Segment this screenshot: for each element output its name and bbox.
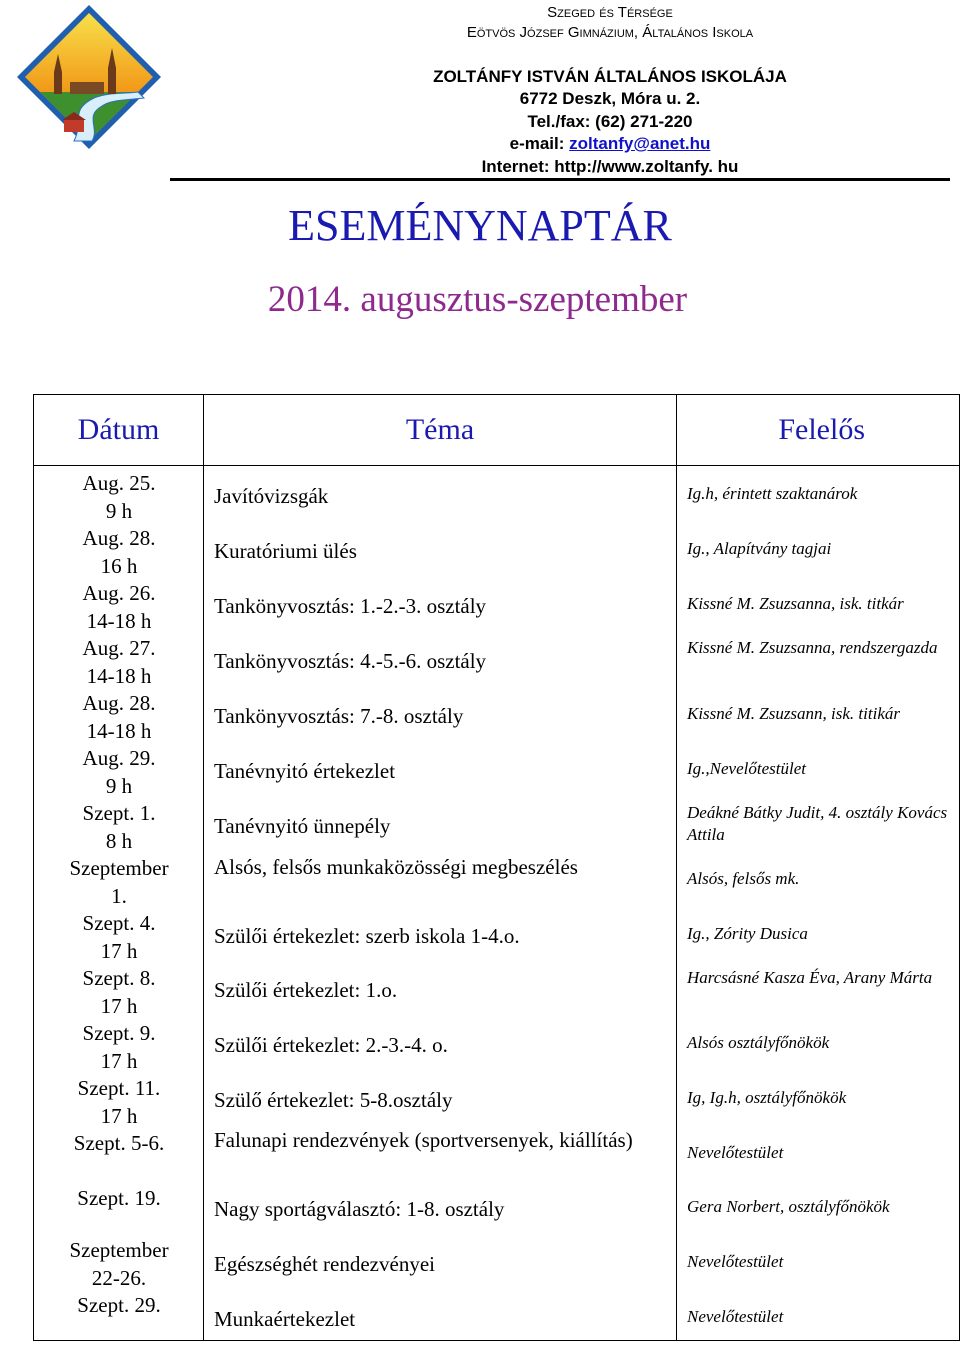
event-date-line: Szept. 19. — [77, 1186, 161, 1210]
event-responsible: Nevelőtestület — [687, 1252, 784, 1271]
event-date — [34, 910, 204, 965]
event-responsible: Alsós, felsős mk. — [687, 869, 800, 888]
event-date-line: Szept. 11. — [77, 1076, 161, 1100]
event-date-line: 9 h — [105, 773, 133, 798]
event-date — [34, 1237, 204, 1292]
event-date-line: 16 h — [100, 553, 138, 578]
school-email — [280, 133, 940, 156]
event-date-line: Szept. 5-6. — [73, 1131, 165, 1155]
event-date — [34, 690, 204, 745]
event-responsible: Kissné M. Zsuzsann, isk. titikár — [687, 704, 900, 723]
event-topic: Szülő értekezlet: 5-8.osztály — [214, 1088, 453, 1112]
responsible-column — [677, 466, 959, 1340]
header-line-2: Eötvös József Gimnázium, Általános Iskola — [466, 24, 754, 41]
event-topic: Szülői értekezlet: 2.-3.-4. o. — [214, 1033, 448, 1057]
event-date-line: 14-18 h — [86, 718, 152, 743]
event-date — [34, 1185, 204, 1213]
event-responsible: Nevelőtestület — [687, 1143, 784, 1162]
event-responsible: Ig.h, érintett szaktanárok — [687, 484, 858, 503]
event-date — [34, 745, 204, 800]
event-date — [34, 800, 204, 855]
event-date — [34, 965, 204, 1020]
event-topic: Tanévnyitó értekezlet — [214, 759, 396, 783]
event-date-line: 22-26. — [91, 1265, 147, 1290]
event-date-line: Szeptember — [69, 1238, 169, 1262]
event-date-line: 14-18 h — [86, 663, 152, 688]
event-topic: Szülői értekezlet: szerb iskola 1-4.o. — [214, 924, 520, 948]
event-topic: Tankönyvosztás: 7.-8. osztály — [214, 704, 464, 728]
event-date-line: Szept. 8. — [82, 966, 156, 990]
event-date — [34, 1130, 204, 1158]
event-responsible: Deákné Bátky Judit, 4. osztály Kovács Attila — [687, 803, 948, 844]
table-header-row — [34, 395, 960, 466]
event-topic: Falunapi rendezvények (sportversenyek, kiállítás) — [214, 1128, 633, 1152]
school-logo — [14, 2, 164, 152]
header-line-1: Szeged és Térsége — [547, 4, 673, 21]
event-table — [33, 394, 960, 1341]
event-responsible: Ig., Alapítvány tagjai — [687, 539, 832, 558]
event-responsible: Gera Norbert, osztályfőnökök — [687, 1197, 890, 1216]
event-topic: Szülői értekezlet: 1.o. — [214, 978, 398, 1002]
event-responsible: Ig., Zórity Dusica — [687, 924, 808, 943]
event-date-line: Szept. 1. — [82, 801, 156, 825]
event-topic: Egészséghét rendezvényei — [214, 1252, 435, 1276]
event-date — [34, 1020, 204, 1075]
event-topic: Munkaértekezlet — [214, 1307, 356, 1331]
date-column — [34, 466, 203, 1340]
event-date-line: 17 h — [100, 938, 138, 963]
event-responsible: Nevelőtestület — [687, 1307, 784, 1326]
email-link[interactable]: zoltanfy@anet.hu — [569, 134, 711, 153]
event-date — [34, 855, 204, 910]
header-rule — [170, 178, 950, 181]
event-date — [34, 525, 204, 580]
school-name: ZOLTÁNFY ISTVÁN ÁLTALÁNOS ISKOLÁJA — [433, 67, 787, 86]
event-date-line: 9 h — [105, 498, 133, 523]
topic-column — [204, 466, 676, 1340]
school-address: 6772 Deszk, Móra u. 2. — [519, 89, 701, 108]
event-date-line: Aug. 29. — [82, 746, 156, 770]
event-date — [34, 470, 204, 525]
school-website: Internet: http://www.zoltanfy. hu — [481, 157, 739, 176]
table-body-row — [34, 466, 960, 1341]
event-date-line: Szept. 9. — [82, 1021, 156, 1045]
event-date-line: Szept. 29. — [77, 1293, 161, 1317]
header-topic: Téma — [204, 395, 677, 466]
event-date-line: 1. — [111, 883, 127, 908]
event-date-line: Aug. 27. — [82, 636, 156, 660]
event-date-line: 17 h — [100, 993, 138, 1018]
event-responsible: Harcsásné Kasza Éva, Arany Márta — [687, 968, 933, 987]
event-topic: Javítóvizsgák — [214, 484, 329, 508]
event-date-line: Aug. 28. — [82, 691, 156, 715]
event-date-line: 17 h — [100, 1103, 138, 1128]
event-responsible: Ig.,Nevelőtestület — [687, 759, 806, 778]
event-responsible: Alsós osztályfőnökök — [687, 1033, 830, 1052]
header-date: Dátum — [34, 395, 204, 466]
event-date-line: Aug. 25. — [82, 471, 156, 495]
page-title: ESEMÉNYNAPTÁR — [288, 201, 672, 250]
event-responsible: Ig, Ig.h, osztályfőnökök — [687, 1088, 847, 1107]
event-date-line: Aug. 28. — [82, 526, 156, 550]
header-responsible: Felelős — [677, 395, 960, 466]
event-date-line: 8 h — [105, 828, 133, 853]
event-topic: Tankönyvosztás: 4.-5.-6. osztály — [214, 649, 487, 673]
event-topic: Nagy sportágválasztó: 1-8. osztály — [214, 1197, 505, 1221]
event-date-line: Aug. 26. — [82, 581, 156, 605]
event-responsible: Kissné M. Zsuzsanna, isk. titkár — [687, 594, 904, 613]
page-subtitle: 2014. augusztus-szeptember — [267, 279, 688, 320]
event-date — [34, 1075, 204, 1130]
event-date-line: Szept. 4. — [82, 911, 156, 935]
event-topic: Tankönyvosztás: 1.-2.-3. osztály — [214, 594, 487, 618]
event-date-line: Szeptember — [69, 856, 169, 880]
event-date — [34, 635, 204, 690]
event-topic: Alsós, felsős munkaközösségi megbeszélés — [214, 855, 578, 879]
school-phone: Tel./fax: (62) 271-220 — [527, 112, 693, 131]
event-date-line: 14-18 h — [86, 608, 152, 633]
event-topic: Tanévnyitó ünnepély — [214, 814, 391, 838]
event-topic: Kuratóriumi ülés — [214, 539, 357, 563]
event-date-line: 17 h — [100, 1048, 138, 1073]
event-date — [34, 580, 204, 635]
event-responsible: Kissné M. Zsuzsanna, rendszergazda — [687, 638, 938, 657]
event-date — [34, 1292, 204, 1320]
email-label: e-mail: — [509, 134, 570, 153]
